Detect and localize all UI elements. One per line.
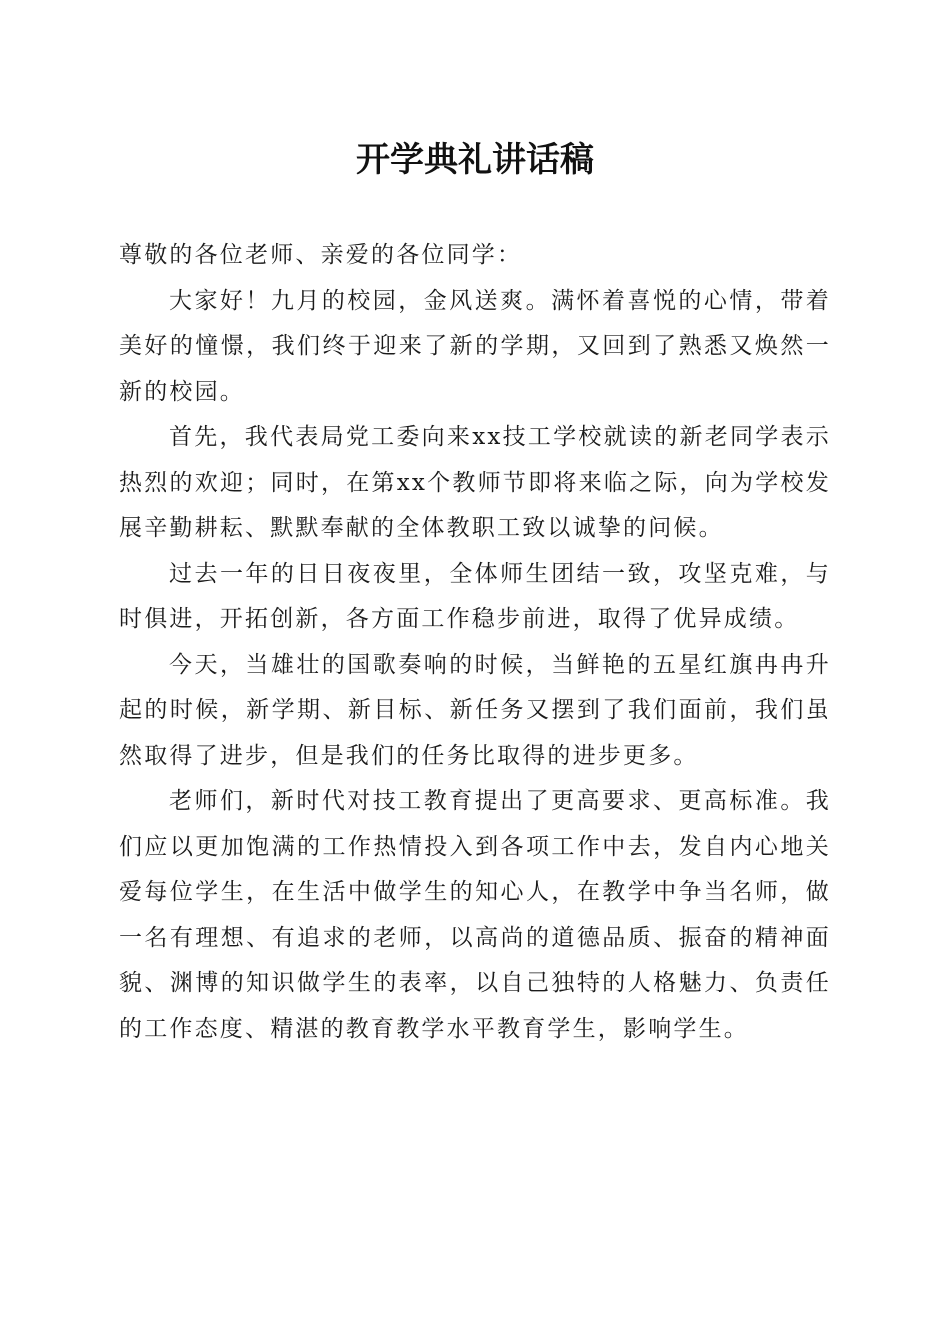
paragraph: 老师们，新时代对技工教育提出了更高要求、更高标准。我们应以更加饱满的工作热情投入到各项工作中去，发自内心地关爱每位学生，在生活中做学生的知心人，在教学中争当名师，做一名有理想、有追求的老师，以高尚的道德品质、振奋的精神面貌、渊博的知识做学生的表率，以自己独特的人格魅力、负责任的工作态度、精湛的教育教学水平教育学生，影响学生。: [119, 788, 831, 1042]
paragraph: 今天，当雄壮的国歌奏响的时候，当鲜艳的五星红旗冉冉升起的时候，新学期、新目标、新任务又摆到了我们面前，我们虽然取得了进步，但是我们的任务比取得的进步更多。: [119, 651, 831, 769]
document-body: [119, 233, 831, 1052]
paragraph: 大家好！九月的校园，金风送爽。满怀着喜悦的心情，带着美好的憧憬，我们终于迎来了新的学期，又回到了熟悉又焕然一新的校园。: [119, 287, 831, 405]
document-title: 开学典礼讲话稿: [356, 140, 594, 180]
paragraph: 过去一年的日日夜夜里，全体师生团结一致，攻坚克难，与时俱进，开拓创新，各方面工作稳步前进，取得了优异成绩。: [119, 560, 831, 632]
paragraph: 首先，我代表局党工委向来xx技工学校就读的新老同学表示热烈的欢迎；同时，在第xx个教师节即将来临之际，向为学校发展辛勤耕耘、默默奉献的全体教职工致以诚挚的问候。: [119, 424, 831, 541]
salutation: 尊敬的各位老师、亲爱的各位同学：: [119, 242, 523, 268]
